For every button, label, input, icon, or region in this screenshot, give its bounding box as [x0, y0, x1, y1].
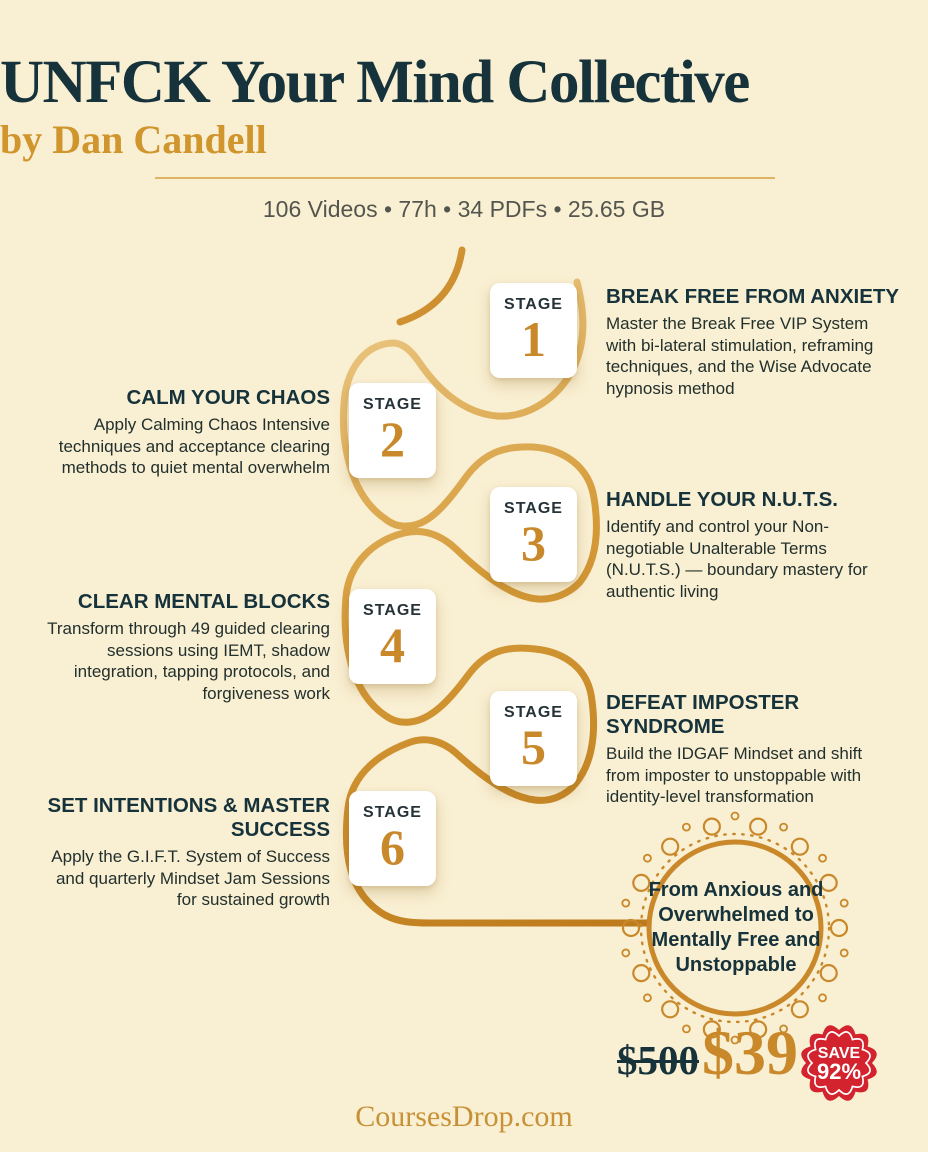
- stage-description: Apply Calming Chaos Intensive techniques and acceptance clearing methods to quiet mental overwhelm: [58, 415, 330, 477]
- stage-title: CLEAR MENTAL BLOCKS: [77, 590, 330, 613]
- stage-title: DEFEAT IMPOSTER SYNDROME: [606, 691, 800, 738]
- result-badge-text: From Anxious and Overwhelmed to Mentally Free and Unstoppable: [648, 879, 824, 976]
- stage-number: 5: [521, 719, 546, 775]
- stage-card-3: [490, 487, 577, 582]
- stage-title: CALM YOUR CHAOS: [126, 386, 330, 409]
- stage-label: STAGE: [363, 396, 422, 413]
- stage-label: STAGE: [504, 704, 563, 721]
- stage-number: 3: [521, 515, 546, 571]
- stage-description: Build the IDGAF Mindset and shift from imposter to unstoppable with identity-level transformation: [606, 744, 863, 806]
- stage-label: STAGE: [504, 296, 563, 313]
- stage-card-1: [490, 283, 577, 378]
- page-title: UNFCK Your Mind Collective: [0, 49, 749, 116]
- stage-text-3: [606, 488, 901, 602]
- price-current: $39: [702, 1017, 798, 1088]
- footer-site-link[interactable]: CoursesDrop.com: [355, 1100, 573, 1133]
- author-subtitle: by Dan Candell: [0, 117, 267, 162]
- stage-label: STAGE: [363, 804, 422, 821]
- stage-label: STAGE: [363, 602, 422, 619]
- stage-card-4: [349, 589, 436, 684]
- stage-text-5: [606, 691, 878, 808]
- stage-card-5: [490, 691, 577, 786]
- stage-number: 6: [380, 819, 405, 875]
- save-seal-icon: [794, 1018, 884, 1108]
- stage-title: HANDLE YOUR N.U.T.S.: [606, 488, 838, 511]
- stage-card-2: [349, 383, 436, 478]
- stage-title: SET INTENTIONS & MASTER SUCCESS: [47, 794, 330, 841]
- course-stats: 106 Videos • 77h • 34 PDFs • 25.65 GB: [262, 196, 666, 222]
- stage-title: BREAK FREE FROM ANXIETY: [606, 285, 900, 308]
- stage-number: 2: [380, 411, 405, 467]
- stage-card-6: [349, 791, 436, 886]
- stage-text-4: [30, 590, 330, 704]
- price-original: $500: [617, 1037, 699, 1083]
- stage-text-6: [40, 794, 330, 911]
- stage-number: 1: [521, 311, 546, 367]
- stage-description: Transform through 49 guided clearing sessions using IEMT, shadow integration, tapping protocols, and forgiveness work: [47, 619, 330, 703]
- stage-text-2: [40, 386, 330, 479]
- footer: [0, 1100, 928, 1134]
- stage-number: 4: [380, 617, 405, 673]
- stage-description: Master the Break Free VIP System with bi-lateral stimulation, reframing techniques, and the Wise Advocate hypnosis method: [606, 314, 874, 398]
- stage-description: Identify and control your Non-negotiable Unalterable Terms (N.U.T.S.) — boundary mastery for authentic living: [606, 517, 868, 601]
- save-percent: 92%: [816, 1059, 862, 1084]
- save-label: SAVE: [817, 1045, 861, 1062]
- stage-description: Apply the G.I.F.T. System of Success and quarterly Mindset Jam Sessions for sustained growth: [51, 847, 330, 909]
- stage-label: STAGE: [504, 500, 563, 517]
- path-start-hook-icon: [400, 250, 462, 322]
- stage-text-1: [606, 285, 901, 399]
